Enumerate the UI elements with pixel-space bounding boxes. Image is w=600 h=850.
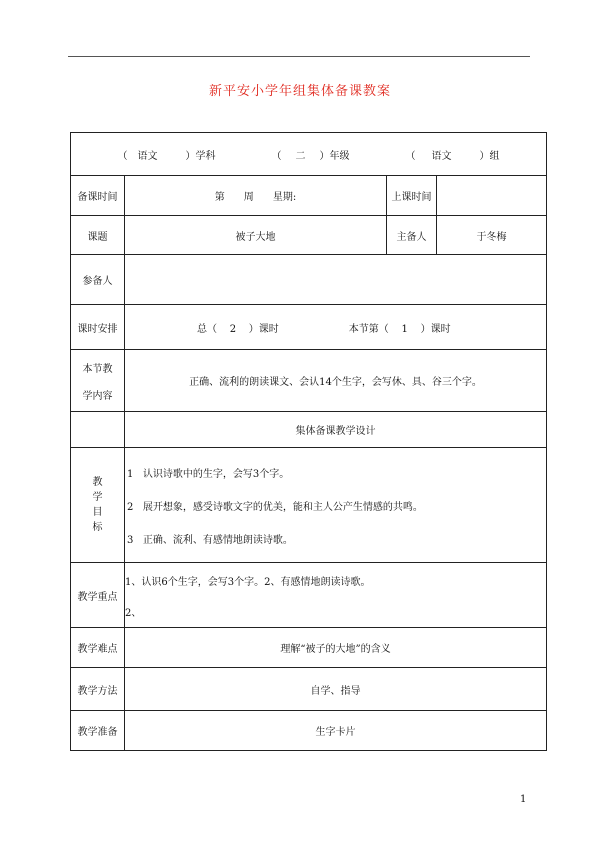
schedule-row (71, 305, 547, 350)
grade-value: 二 (295, 150, 306, 162)
objective-item: 3 正确、流利、有感情地朗读诗歌。 (127, 534, 293, 546)
subject-row (71, 133, 547, 176)
content-label-line-2: 学内容 (82, 390, 113, 402)
page-number: 1 (520, 794, 527, 805)
group-suffix: ）组 (479, 150, 500, 162)
objective-item: 2 展开想象，感受诗歌文字的优美，能和主人公产生情感的共鸣。 (127, 501, 423, 513)
key-points-cell (125, 563, 547, 628)
lesson-plan-table (70, 132, 547, 751)
objective-item: 1 认识诗歌中的生字，会写3个字。 (127, 468, 290, 480)
schedule-total: 总（ 2 ）课时 (197, 323, 279, 335)
design-heading-blank (71, 412, 125, 448)
content-value: 正确、流利的朗读课文、会认14个生字，会写休、具、谷三个字。 (125, 350, 547, 412)
method-label: 教学方法 (71, 668, 125, 711)
subject-grade-group-cell (71, 133, 547, 176)
grade-suffix: ）年级 (319, 150, 350, 162)
prep-time-label: 备课时间 (71, 176, 125, 216)
participants-row (71, 255, 547, 305)
materials-label: 教学准备 (71, 711, 125, 751)
schedule-cell (125, 305, 547, 350)
lead-label: 主备人 (387, 216, 437, 255)
key-point-item: 2、 (125, 608, 142, 619)
grade-open: （ (271, 150, 282, 162)
group-open: （ (405, 150, 416, 162)
key-point-item: 1、认识6个生字，会写3个字。2、有感情地朗读诗歌。 (125, 577, 371, 588)
objectives-label-char: 学 (92, 492, 103, 503)
content-label (71, 350, 125, 412)
key-points-label: 教学重点 (71, 563, 125, 628)
subject-suffix: ）学科 (185, 150, 216, 162)
materials-row (71, 711, 547, 751)
design-heading: 集体备课教学设计 (125, 412, 547, 448)
method-row (71, 668, 547, 711)
class-time-label: 上课时间 (387, 176, 437, 216)
document-title: 新平安小学年组集体备课教案 (208, 84, 391, 99)
objectives-row (71, 448, 547, 563)
difficulty-label: 教学难点 (71, 628, 125, 668)
method-value: 自学、指导 (125, 668, 547, 711)
objectives-label-char: 标 (92, 522, 103, 533)
schedule-label: 课时安排 (71, 305, 125, 350)
design-heading-row (71, 412, 547, 448)
content-row (71, 350, 547, 412)
header-rule (68, 56, 530, 57)
participants-label: 参备人 (71, 255, 125, 305)
topic-label: 课题 (71, 216, 125, 255)
prep-time-row (71, 176, 547, 216)
key-points-row (71, 563, 547, 628)
subject-value: 语文 (137, 150, 158, 162)
class-time-value (437, 176, 547, 216)
group-value: 语文 (431, 150, 452, 162)
materials-value: 生字卡片 (125, 711, 547, 751)
subject-open: （ (117, 150, 128, 162)
lead-value: 于冬梅 (437, 216, 547, 255)
schedule-current: 本节第（ 1 ）课时 (348, 323, 451, 335)
content-label-line-1: 本节教 (82, 363, 113, 375)
participants-value (125, 255, 547, 305)
difficulty-value: 理解“被子的大地”的含义 (125, 628, 547, 668)
objectives-label-char: 目 (92, 507, 103, 518)
objectives-list (125, 448, 547, 563)
objectives-label (71, 448, 125, 563)
objectives-label-char: 教 (92, 477, 103, 488)
topic-value: 被子大地 (125, 216, 387, 255)
difficulty-row (71, 628, 547, 668)
prep-time-value: 第 周 星期: (125, 176, 387, 216)
topic-row (71, 216, 547, 255)
